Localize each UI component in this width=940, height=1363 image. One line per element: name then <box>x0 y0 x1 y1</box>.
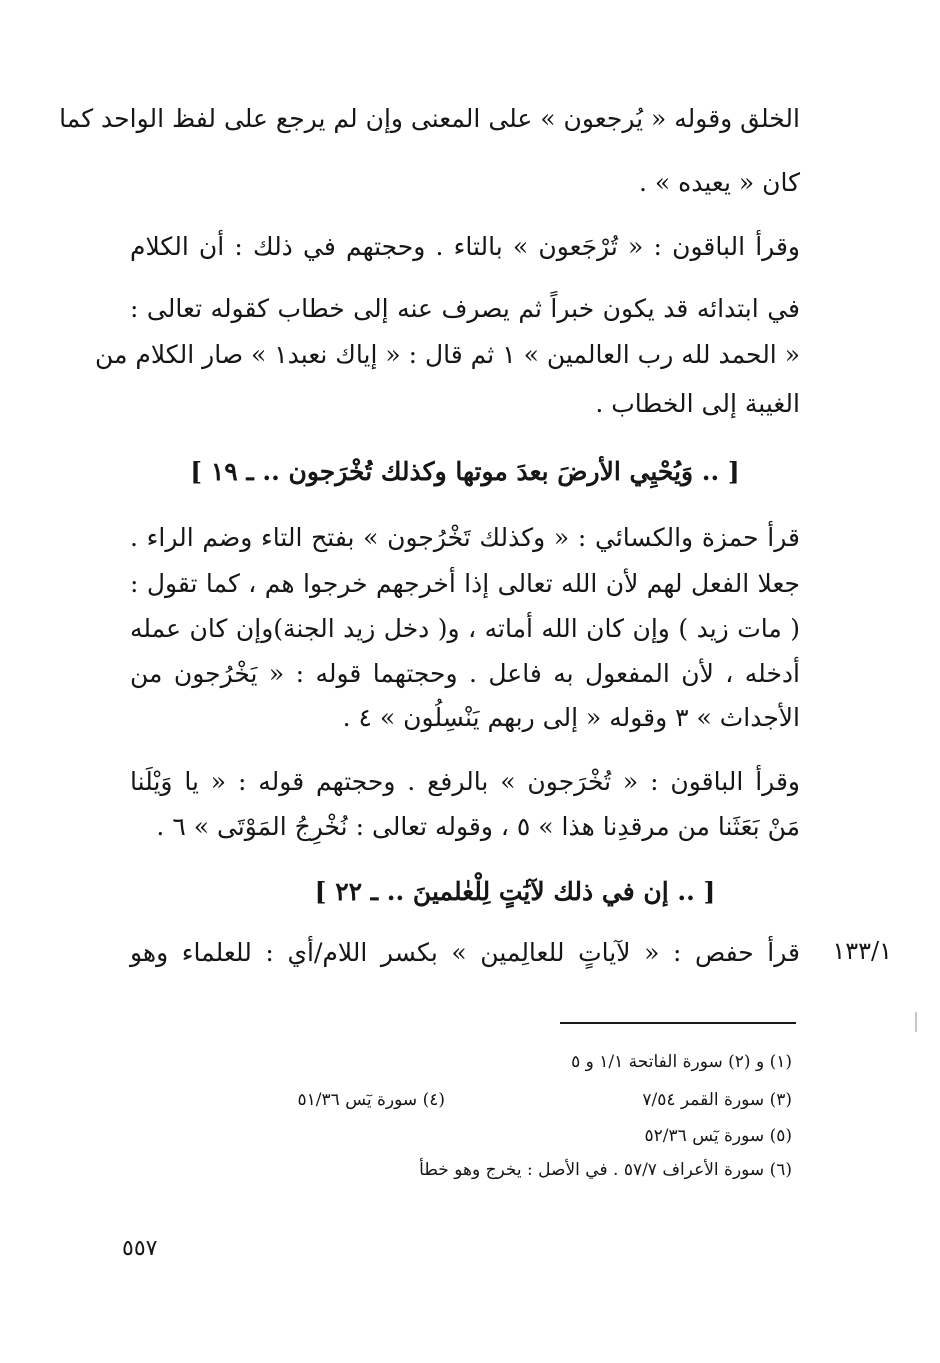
body-line-11: أدخله ، لأن المفعول به فاعل . وحجتهما قوله : « يَخْرُجون من <box>130 659 800 688</box>
footnote-6: (٦) سورة الأعراف ٥٧/٧ . في الأصل : يخرج وهو خطأ <box>419 1160 792 1180</box>
footnote-3: (٣) سورة القمر ٧/٥٤ <box>642 1090 792 1110</box>
body-line-2: كان « يعيده » . <box>639 168 800 197</box>
body-line-13: وقرأ الباقون : « تُخْرَجون » بالرفع . وحجتهم قوله : « يا وَيْلَنا <box>130 767 800 796</box>
body-line-3: وقرأ الباقون : « تُرْجَعون » بالتاء . وحجتهم في ذلك : أن الكلام <box>130 232 800 261</box>
scan-edge-mark <box>915 1012 917 1032</box>
manuscript-folio-ref: ١٣٣/١ <box>832 937 892 965</box>
body-line-16: قرأ حفص : « لآياتٍ للعالِمين » بكسر اللام/أي : للعلماء وهو <box>130 938 800 967</box>
body-line-4: في ابتدائه قد يكون خبراً ثم يصرف عنه إلى خطاب كقوله تعالى : <box>130 294 800 323</box>
body-line-12: الأجداث » ٣ وقوله « إلى ربهم يَنْسِلُون » ٤ . <box>342 703 800 732</box>
body-line-5: « الحمد لله رب العالمين » ١ ثم قال : « إياك نعبد١ » صار الكلام من <box>95 340 800 369</box>
body-line-8: قرأ حمزة والكسائي : « وكذلك تَخْرُجون » بفتح التاء وضم الراء . <box>130 523 800 552</box>
verse-heading-19: [ .. وَيُحْيِي الأرضَ بعدَ موتها وكذلك تُخْرَجون .. ـ ١٩ ] <box>190 457 740 486</box>
footnote-4: (٤) سورة يٓس ٥١/٣٦ <box>297 1090 445 1110</box>
body-line-6: الغيبة إلى الخطاب . <box>595 389 800 418</box>
verse-heading-22: [ .. إن في ذلك لآيَٰتٍ لِلْعٰلمينَ .. ـ ٢٢ ] <box>314 877 716 906</box>
body-line-9: جعلا الفعل لهم لأن الله تعالى إذا أخرجهم خرجوا هم ، كما تقول : <box>130 569 800 598</box>
body-line-14: مَنْ بَعَثَنا من مرقدِنا هذا » ٥ ، وقوله تعالى : نُخْرِجُ المَوْتَى » ٦ . <box>156 812 800 841</box>
body-line-10: ( مات زيد ) وإن كان الله أماته ، و( دخل زيد الجنة)وإن كان عمله <box>130 614 800 643</box>
footnote-1-2: (١) و (٢) سورة الفاتحة ١/١ و ٥ <box>571 1052 792 1072</box>
page-number: ٥٥٧ <box>122 1236 158 1261</box>
body-line-1: الخلق وقوله « يُرجعون » على المعنى وإن لم يرجع على لفظ الواحد كما <box>59 104 800 133</box>
footnote-separator <box>560 1022 796 1024</box>
footnote-5: (٥) سورة يٓس ٥٢/٣٦ <box>644 1126 792 1146</box>
